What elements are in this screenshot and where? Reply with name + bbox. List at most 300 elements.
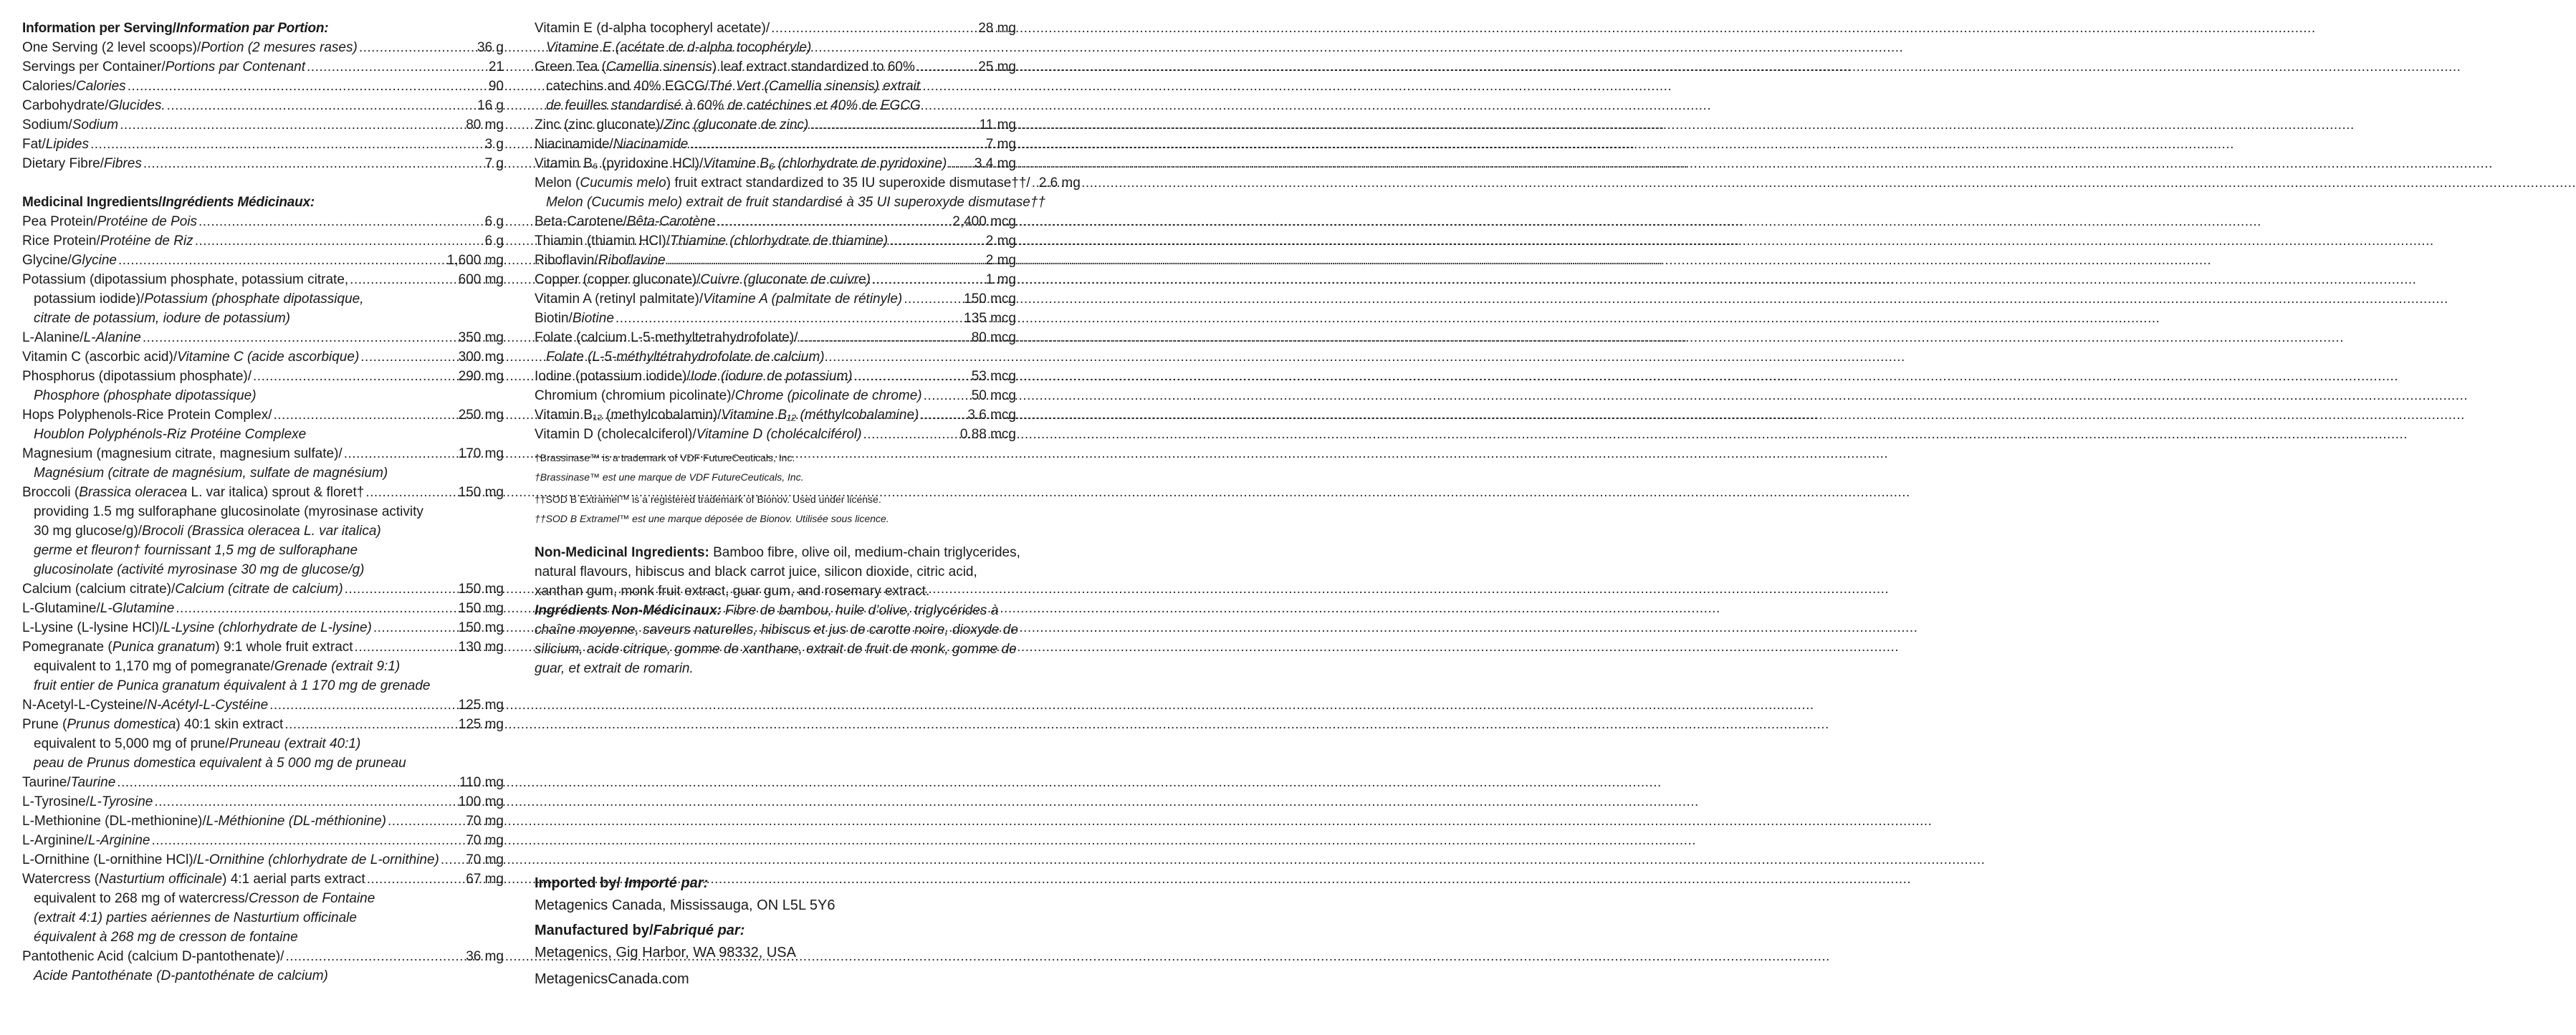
ingredient-amount: 110 mg [459,775,504,790]
manufacturer-address: Metagenics, Gig Harbor, WA 98332, USA [535,945,796,961]
ingredient-row [535,154,1016,173]
ingredient-amount: 600 mg [458,272,504,287]
ingredient-continuation [22,541,504,560]
continuation-fr: citrate de potassium, iodure de potassium) [34,311,291,326]
ingredient-name-en: L-Arginine/ [22,833,88,848]
ingredient-row [535,270,1016,289]
non-medicinal-en: Non-Medicinal Ingredients: Bamboo fibre, olive oil, medium-chain triglycerides, natural flavours, hibiscus and black carrot juice, silicon dioxide, citric acid, xanthan gum, monk fruit extract, guar gum, and rosemary extract. [535,545,1020,599]
ingredient-name-en: Vitamin B₁₂ (methylcobalamin)/ [535,408,722,423]
ingredient-amount: 2 mg [985,234,1016,249]
ingredient-name [22,637,353,657]
ingredient-row [535,289,1016,309]
leader-dots [360,347,456,367]
ingredient-row [22,695,504,715]
ingredient-name-fr: Riboflavine [598,253,666,268]
ingredient-row [535,212,1016,231]
leader-dots [854,367,970,386]
continuation-fr: Grenade (extrait 9:1) [274,659,401,674]
ingredient-name [22,405,272,425]
leader-dots [355,637,457,657]
ingredient-name-fr: Prunus domestica [67,717,176,732]
ingredient-name-fr: Fibres [104,156,142,171]
leader-dots [365,483,456,502]
ingredient-amount: 0.88 mcg [959,427,1016,442]
leader-dots [307,57,487,77]
continuation-en: potassium iodide)/ [34,292,145,307]
ingredient-name [22,251,117,270]
footnote-sod-en: ††SOD B Extramel™ is a registered trademark of Bionov. Used under license. [535,494,881,505]
ingredient-name [535,135,688,154]
ingredient-name-fr: L-Alanine [83,330,141,345]
ingredient-amount: 16 g [477,98,504,113]
ingredient-amount: 125 mg [458,698,504,713]
ingredient-name-en: Vitamin B₆ (pyridoxine HCl)/ [535,156,704,171]
leader-dots [799,328,969,347]
ingredient-name-fr: Calcium (citrate de calcium) [175,582,343,597]
ingredient-name-en: Pea Protein/ [22,214,97,229]
ingredient-name-en: L-Ornithine (L-ornithine HCl)/ [22,852,197,867]
ingredient-name-en: Dietary Fibre/ [22,156,105,171]
ingredient-name-en: Fat/ [22,137,46,152]
ingredient-name-en-cont: ) 4:1 aerial parts extract [222,872,365,887]
ingredient-row [22,212,504,231]
continuation-fr: peau de Prunus domestica equivalent à 5 000 mg de pruneau [34,756,406,771]
ingredient-continuation [22,425,504,444]
ingredient-name-fr: Vitamine B₆ (chlorhydrate de pyridoxine) [703,156,947,171]
ingredient-row [535,309,1016,328]
ingredient-name [535,270,871,289]
ingredient-name [22,444,343,463]
ingredient-amount: 90 [488,79,504,94]
leader-dots [285,947,464,966]
ingredient-name-fr: Nasturtium officinale [98,872,223,887]
leader-dots [920,405,966,425]
ingredient-row [535,405,1016,425]
ingredient-name [535,328,798,347]
ingredient-amount: 150 mg [458,601,504,616]
ingredient-amount: 36 g [477,40,504,55]
ingredient-name-en: One Serving (2 level scoops)/ [22,40,201,55]
ingredient-row [22,773,504,792]
ingredient-name [535,289,902,309]
ingredient-name-fr: Protéine de Riz [100,234,193,249]
ingredient-amount: 53 mcg [971,369,1016,384]
ingredient-amount: 80 mcg [971,330,1016,345]
ingredient-continuation [535,347,1016,367]
ingredient-name-en: Taurine/ [22,775,71,790]
continuation-fr: Houblon Polyphénols-Riz Protéine Complexe [34,427,307,442]
ingredient-row [535,57,1016,77]
ingredient-name [535,231,888,251]
leader-dots [872,270,985,289]
ingredient-row [22,96,504,115]
ingredient-name-en-cont: L. var italica) sprout & floret† [187,485,365,500]
ingredient-row [22,251,504,270]
ingredient-amount: 1 mg [985,272,1016,287]
ingredient-name [22,231,193,251]
ingredient-row [22,135,504,154]
ingredient-continuation [22,676,504,695]
ingredient-row [22,870,504,889]
ingredient-name-en: Vitamin E (d-alpha tocopheryl acetate)/ [535,21,770,36]
ingredient-amount: 1,600 mg [446,253,504,268]
ingredient-name-en: Vitamin A (retinyl palmitate)/ [535,292,704,307]
ingredient-name-fr: Zinc (gluconate de zinc) [664,117,809,133]
ingredient-row [535,386,1016,405]
ingredient-row [22,618,504,637]
leader-dots [198,212,484,231]
continuation-fr: Melon (Cucumis melo) extrait de fruit standardisé à 35 UI superoxyde dismutase†† [546,195,1045,210]
leader-dots [771,19,977,38]
ingredient-row [22,328,504,347]
ingredient-name-en: L-Tyrosine/ [22,794,90,809]
ingredient-name-fr: L-Tyrosine [89,794,153,809]
ingredient-name-fr: L-Ornithine (chlorhydrate de L-ornithine) [196,852,439,867]
ingredient-row [22,715,504,734]
ingredient-name [535,425,862,444]
ingredient-name-fr: Brassica oleracea [79,485,188,500]
leader-dots [167,96,476,115]
ingredient-row [22,367,504,386]
ingredient-name-en: Zinc (zinc gluconate)/ [535,117,664,133]
ingredient-row [535,367,1016,386]
ingredient-amount: 28 mg [978,21,1016,36]
ingredient-continuation [22,734,504,754]
ingredient-continuation [22,560,504,579]
continuation-fr: de feuilles standardisé à 60% de catéchines et 40% de EGCG [546,98,921,113]
leader-dots [274,405,457,425]
leader-dots [117,773,458,792]
ingredient-row [22,154,504,173]
ingredient-name-en: Vitamin C (ascorbic acid)/ [22,350,178,365]
ingredient-name-fr: Iode (iodure de potassium) [690,369,853,384]
ingredient-name [22,115,118,135]
ingredient-continuation [22,908,504,928]
leader-dots [889,231,985,251]
medicinal-heading: Medicinal Ingredients/Ingrédients Médicinaux: [22,195,315,210]
ingredient-name [22,96,166,115]
ingredient-row [535,135,1016,154]
leader-dots [269,695,456,715]
ingredient-name-fr: Vitamine A (palmitate de rétinyle) [703,292,903,307]
leader-dots [195,231,484,251]
ingredient-name [535,309,614,328]
continuation-fr: glucosinolate (activité myrosinase 30 mg de glucose/g) [34,562,365,577]
ingredient-name [22,57,305,77]
ingredient-name [535,173,1030,193]
ingredient-amount: 150 mg [458,582,504,597]
ingredient-name-fr: Punica granatum [112,640,216,655]
ingredient-row [535,231,1016,251]
ingredient-amount: 350 mg [458,330,504,345]
ingredient-name-fr: Taurine [70,775,116,790]
continuation-en: equivalent to 5,000 mg of prune/ [34,736,229,751]
leader-dots [253,367,457,386]
manufactured-by-label: Manufactured by/Fabriqué par: [535,923,745,938]
leader-dots [863,425,959,444]
ingredient-name-en: L-Alanine/ [22,330,84,345]
company-info [535,872,1016,991]
leader-dots [284,715,456,734]
ingredient-name [535,154,947,173]
ingredient-name [22,792,153,812]
ingredient-amount: 36 mg [466,949,504,964]
footnote-brassinase-fr: †Brassinase™ est une marque de VDF FutureCeuticals, Inc. [535,471,804,483]
ingredient-name-fr: Cuivre (gluconate de cuivre) [700,272,871,287]
continuation-en: equivalent to 268 mg of watercress/ [34,891,249,906]
ingredient-row [22,77,504,96]
continuation-fr: Brocoli (Brassica oleracea L. var italica) [142,524,381,539]
continuation-en: catechins and 40% EGCG/ [546,79,709,94]
ingredient-name [22,154,142,173]
ingredient-name-en: Folate (calcium L-5-methyltetrahydrofolate)/ [535,330,798,345]
ingredient-name-fr: Lipides [45,137,89,152]
ingredient-name-en: Potassium (dipotassium phosphate, potassium citrate, [22,272,349,287]
leader-dots [345,579,457,599]
leader-dots [916,57,977,77]
leader-dots [154,792,456,812]
ingredient-row [535,19,1016,38]
ingredient-row [22,812,504,831]
ingredient-row [22,637,504,657]
ingredient-name [535,367,853,386]
ingredient-row [22,347,504,367]
ingredient-name-fr: Vitamine B₁₂ (méthylcobalamine) [721,408,919,423]
ingredient-amount: 100 mg [458,794,504,809]
ingredient-name-fr: L-Méthionine (DL-méthionine) [206,814,386,829]
ingredient-continuation [22,502,504,521]
ingredient-amount: 25 mg [978,59,1016,74]
importer-address: Metagenics Canada, Mississauga, ON L5L 5Y6 [535,897,835,913]
leader-dots [367,870,465,889]
ingredient-name-fr: Glycine [71,253,117,268]
ingredient-name-en: Broccoli ( [22,485,80,500]
ingredient-name-en: Niacinamide/ [535,137,613,152]
ingredient-name [535,251,666,270]
ingredient-name [535,212,715,231]
ingredient-row [22,57,504,77]
ingredient-name-en: L-Lysine (L-lysine HCl)/ [22,620,163,635]
ingredient-row [22,831,504,850]
ingredient-amount: 150 mg [458,620,504,635]
ingredient-name-en: Glycine/ [22,253,72,268]
ingredient-name-fr: L-Glutamine [100,601,175,616]
ingredient-name-en: Hops Polyphenols-Rice Protein Complex/ [22,408,272,423]
serving-info-table [22,38,504,173]
ingredient-name-en: Biotin/ [535,311,573,326]
leader-dots [128,77,487,96]
ingredient-amount: 150 mg [458,485,504,500]
medicinal-list-left [22,212,504,986]
ingredient-amount: 70 mg [466,814,504,829]
continuation-fr: Folate (L-5-méthyltétrahydrofolate de calcium) [546,350,825,365]
ingredient-continuation [22,928,504,947]
ingredient-name-fr: Camellia sinensis [605,59,712,74]
leader-dots [904,289,962,309]
ingredient-name [22,831,150,850]
ingredient-name-en: L-Methionine (DL-methionine)/ [22,814,206,829]
ingredient-amount: 130 mg [458,640,504,655]
ingredient-amount: 21 [488,59,504,74]
imported-by-label: Imported by/ Importé par: [535,875,709,891]
leader-dots [616,309,962,328]
ingredient-continuation [22,309,504,328]
ingredient-row [22,792,504,812]
ingredient-row [22,115,504,135]
ingredient-row [22,270,504,289]
ingredient-name-en-cont: ) leaf extract standardized to 60% [712,59,915,74]
ingredient-row [535,173,1081,193]
ingredient-continuation [22,889,504,908]
leader-dots [350,270,456,289]
ingredient-name-fr: L-Lysine (chlorhydrate de L-lysine) [163,620,372,635]
ingredient-amount: 70 mg [466,833,504,848]
ingredient-name-fr: Thiamine (chlorhydrate de thiamine) [669,234,889,249]
leader-dots [388,812,464,831]
continuation-fr: (extrait 4:1) parties aériennes de Nasturtium officinale [34,910,357,925]
website-link[interactable]: MetagenicsCanada.com [535,971,689,987]
ingredient-name [22,870,365,889]
ingredient-row [22,231,504,251]
leader-dots [120,115,464,135]
ingredient-name-en: Vitamin D (cholecalciferol)/ [535,427,696,442]
ingredient-name [22,773,115,792]
ingredient-amount: 67 mg [466,872,504,887]
ingredient-name-fr: Vitamine C (acide ascorbique) [177,350,360,365]
ingredient-name-en: L-Glutamine/ [22,601,100,616]
ingredient-row [535,115,1016,135]
continuation-fr: Acide Pantothénate (D-pantothénate de calcium) [34,968,328,983]
ingredient-continuation [22,463,504,483]
ingredient-name [22,483,364,502]
ingredient-row [535,328,1016,347]
ingredient-row [22,405,504,425]
ingredient-name-fr: Glucides. [108,98,166,113]
leader-dots [717,212,951,231]
right-column [535,19,1081,678]
ingredient-row [22,850,504,870]
ingredient-name-en-cont: ) fruit extract standardized to 35 IU superoxide dismutase††/ [666,175,1030,191]
ingredient-amount: 80 mg [466,117,504,133]
ingredient-name-fr: Calories [75,79,126,94]
leader-dots [810,115,977,135]
ingredient-name [22,599,174,618]
ingredient-name-fr: Biotine [572,311,614,326]
ingredient-row [535,251,1016,270]
ingredient-row [22,483,504,502]
ingredient-amount: 7 g [484,156,504,171]
ingredient-row [22,579,504,599]
continuation-fr: Vitamine E (acétate de d-alpha tocophéryle) [546,40,812,55]
ingredient-amount: 125 mg [458,717,504,732]
ingredient-name-fr: Sodium [72,117,119,133]
ingredient-name [22,850,439,870]
ingredient-name [22,77,126,96]
ingredient-amount: 135 mcg [964,311,1016,326]
ingredient-name-en: Calcium (calcium citrate)/ [22,582,176,597]
ingredient-amount: 3.6 mcg [967,408,1016,423]
leader-dots [948,154,973,173]
ingredient-amount: 3.4 mg [974,156,1016,171]
ingredient-continuation [22,521,504,541]
ingredient-name-en: Calories/ [22,79,76,94]
ingredient-name-en: Servings per Container/ [22,59,166,74]
leader-dots [359,38,476,57]
ingredient-continuation [535,38,1016,57]
ingredient-name [22,212,197,231]
ingredient-amount: 6 g [484,214,504,229]
ingredient-name-en: Sodium/ [22,117,72,133]
continuation-fr: Cresson de Fontaine [248,891,375,906]
continuation-en: providing 1.5 mg sulforaphane glucosinolate (myrosinase activity [34,504,423,519]
footnote-brassinase-en: †Brassinase™ is a trademark of VDF FutureCeuticals, Inc. [535,452,795,463]
ingredient-name-en: Carbohydrate/ [22,98,109,113]
ingredient-continuation [535,96,1016,115]
ingredient-name-fr: Cucumis melo [580,175,666,191]
ingredient-name [22,135,89,154]
ingredient-name [22,715,283,734]
ingredient-name [535,19,770,38]
continuation-fr: équivalent à 268 mg de cresson de fontaine [34,930,298,945]
leader-dots [924,386,970,405]
ingredient-name-fr: Niacinamide [613,137,689,152]
ingredient-name [535,405,919,425]
ingredient-name-en: Watercress ( [22,872,99,887]
ingredient-amount: 170 mg [458,446,504,461]
continuation-fr: Potassium (phosphate dipotassique, [144,292,364,307]
ingredient-name-en: N-Acetyl-L-Cysteine/ [22,698,148,713]
left-column [22,19,504,986]
medicinal-list-right [535,19,1081,444]
ingredient-name-en: Magnesium (magnesium citrate, magnesium sulfate)/ [22,446,343,461]
ingredient-continuation [22,657,504,676]
continuation-fr: Pruneau (extrait 40:1) [229,736,361,751]
non-medicinal-fr: Ingrédients Non-Médicinaux: Fibre de bambou, huile d’olive, triglycérides à chaîne moyenne, saveurs naturelles, hibiscus et jus de carotte noire, dioxyde de silicium, acide citrique, gomme de xanthane, extrait de fruit de monk, gomme de guar, et extrait de romarin. [535,603,1018,676]
ingredient-amount: 2 mg [985,253,1016,268]
ingredient-amount: 50 mcg [971,388,1016,403]
continuation-fr: Magnésium (citrate de magnésium, sulfate de magnésium) [34,466,388,481]
footnote-sod-fr: ††SOD B Extramel™ est une marque déposée de Bionov. Utilisée sous licence. [535,513,889,524]
ingredient-continuation [535,77,1016,96]
ingredient-amount: 2.6 mg [1038,175,1081,191]
ingredient-name-fr: Portion (2 mesures rases) [201,40,358,55]
leader-dots [118,251,446,270]
ingredient-continuation [22,289,504,309]
ingredient-continuation [535,193,1045,212]
ingredient-name-en: Rice Protein/ [22,234,100,249]
leader-dots [143,154,484,173]
ingredient-name [535,57,915,77]
ingredient-name-fr: Protéine de Pois [97,214,197,229]
serving-info-heading: Information per Serving/Information par Portion: [22,21,329,36]
continuation-en: equivalent to 1,170 mg of pomegranate/ [34,659,274,674]
ingredient-amount: 290 mg [458,369,504,384]
ingredient-name-en-cont: ) 40:1 skin extract [176,717,284,732]
continuation-fr: fruit entier de Punica granatum équivalent à 1 170 mg de grenade [34,678,431,693]
ingredient-name [22,618,372,637]
ingredient-continuation [22,754,504,773]
ingredient-amount: 11 mg [979,117,1016,133]
ingredient-name-en: Pantothenic Acid (calcium D-pantothenate)/ [22,949,284,964]
leader-dots [344,444,457,463]
ingredient-name-fr: N-Acétyl-L-Cystéine [147,698,269,713]
leader-dots [176,599,456,618]
ingredient-row [22,947,504,966]
leader-dots [667,251,985,270]
ingredient-name [22,579,343,599]
ingredient-name-en: Pomegranate ( [22,640,112,655]
ingredient-name [535,115,808,135]
